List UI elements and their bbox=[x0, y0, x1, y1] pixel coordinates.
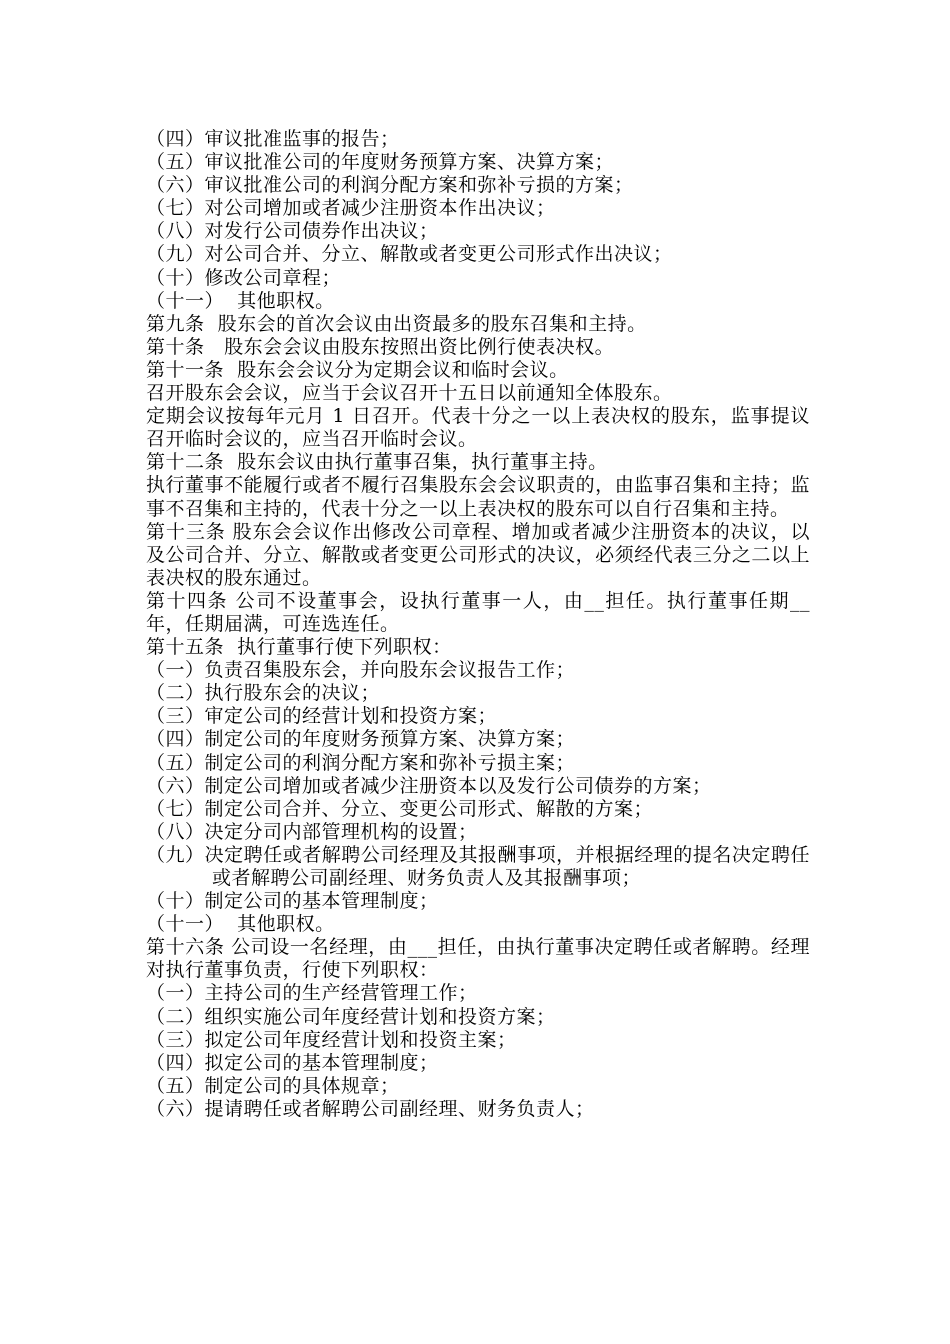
clause-item: （五）制定公司的利润分配方案和弥补亏损主案； bbox=[146, 751, 576, 774]
clause-item: （九）决定聘任或者解聘公司经理及其报酬事项，并根据经理的提名决定聘任或者解聘公司副经理、财务负责人及其报酬事项； bbox=[146, 843, 810, 889]
paragraph: 定期会议按每年元月 1 日召开。代表十分之一以上表决权的股东，监事提议召开临时会议的，应当召开临时会议。 bbox=[146, 405, 810, 451]
clause-item: （四）审议批准监事的报告； bbox=[146, 128, 400, 150]
clause-item: （三）拟定公司年度经营计划和投资主案； bbox=[146, 1028, 517, 1051]
article-9: 第九条 股东会的首次会议由出资最多的股东召集和主持。 bbox=[146, 312, 647, 335]
article-15: 第十五条 执行董事行使下列职权： bbox=[146, 636, 452, 659]
clause-item: （十一） 其他职权。 bbox=[146, 289, 335, 312]
clause-item: （六）制定公司增加或者减少注册资本以及发行公司债券的方案； bbox=[146, 774, 712, 797]
clause-item: （七）对公司增加或者减少注册资本作出决议； bbox=[146, 197, 556, 220]
paragraph: 执行董事不能履行或者不履行召集股东会会议职责的，由监事召集和主持；监事不召集和主持的，代表十分之一以上表决权的股东可以自行召集和主持。 bbox=[146, 474, 810, 520]
clause-item: （六）提请聘任或者解聘公司副经理、财务负责人； bbox=[146, 1097, 595, 1120]
clause-item: （十）修改公司章程； bbox=[146, 266, 342, 289]
clause-item: （五）审议批准公司的年度财务预算方案、决算方案； bbox=[146, 151, 615, 174]
article-13: 第十三条 股东会会议作出修改公司章程、增加或者减少注册资本的决议，以及公司合并、分立、解散或者变更公司形式的决议，必须经代表三分之二以上表决权的股东通过。 bbox=[146, 520, 810, 589]
document-body bbox=[146, 128, 810, 1121]
paragraph: 召开股东会会议，应当于会议召开十五日以前通知全体股东。 bbox=[146, 382, 673, 405]
clause-item: （六）审议批准公司的利润分配方案和弥补亏损的方案； bbox=[146, 174, 634, 197]
clause-item: （四）制定公司的年度财务预算方案、决算方案； bbox=[146, 728, 576, 751]
clause-item: （二）组织实施公司年度经营计划和投资方案； bbox=[146, 1005, 556, 1028]
clause-item: （三）审定公司的经营计划和投资方案； bbox=[146, 705, 498, 728]
article-12: 第十二条 股东会议由执行董事召集，执行董事主持。 bbox=[146, 451, 608, 474]
article-10: 第十条 股东会会议由股东按照出资比例行使表决权。 bbox=[146, 335, 615, 358]
article-11: 第十一条 股东会会议分为定期会议和临时会议。 bbox=[146, 358, 569, 381]
clause-item: （九）对公司合并、分立、解散或者变更公司形式作出决议； bbox=[146, 243, 673, 266]
clause-item: （七）制定公司合并、分立、变更公司形式、解散的方案； bbox=[146, 797, 654, 820]
clause-item: （五）制定公司的具体规章； bbox=[146, 1074, 400, 1097]
clause-item: （四）拟定公司的基本管理制度； bbox=[146, 1051, 439, 1074]
clause-item: （十一） 其他职权。 bbox=[146, 913, 335, 936]
clause-item: （八）决定分司内部管理机构的设置； bbox=[146, 820, 478, 843]
clause-item: （十）制定公司的基本管理制度； bbox=[146, 890, 439, 913]
clause-item: （八）对发行公司债券作出决议； bbox=[146, 220, 439, 243]
article-14: 第十四条 公司不设董事会，设执行董事一人，由__担任。执行董事任期__年，任期届满，可连选连任。 bbox=[146, 589, 810, 635]
clause-item: （一）主持公司的生产经营管理工作； bbox=[146, 982, 478, 1005]
clause-item: （一）负责召集股东会，并向股东会议报告工作； bbox=[146, 659, 576, 682]
clause-item: （二）执行股东会的决议； bbox=[146, 682, 381, 705]
article-16: 第十六条 公司设一名经理，由___担任，由执行董事决定聘任或者解聘。经理对执行董事负责，行使下列职权： bbox=[146, 936, 810, 982]
